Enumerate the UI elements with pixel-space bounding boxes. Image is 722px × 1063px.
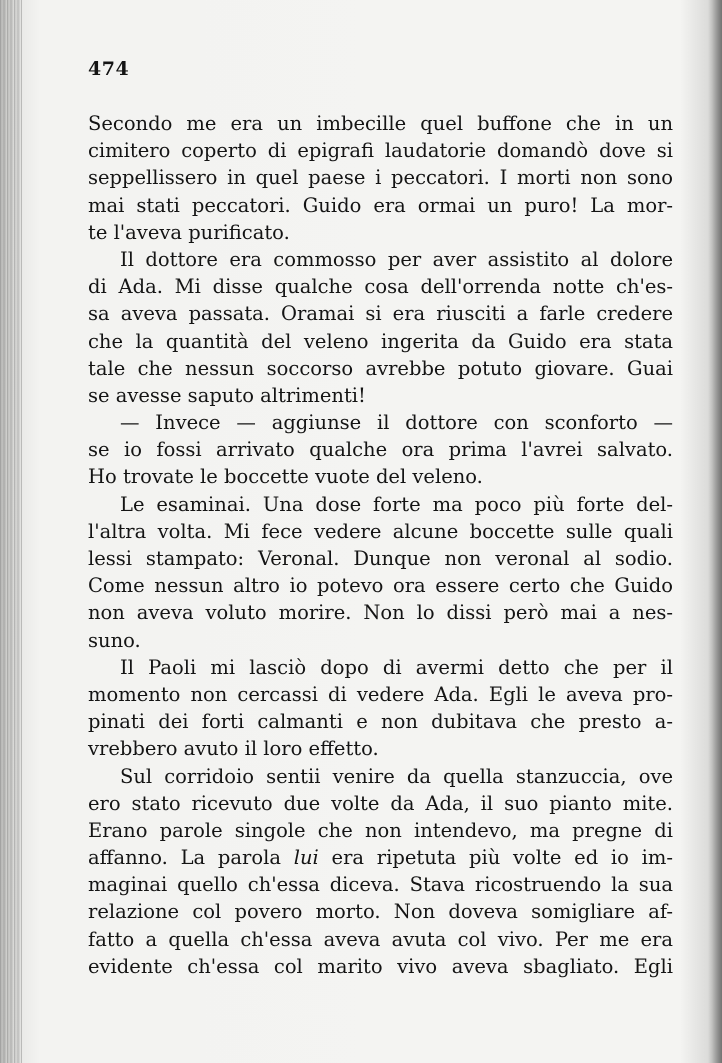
text-line: di Ada. Mi disse qualche cosa dell'orrenda notte ch'es- [88, 275, 673, 299]
body-text [88, 110, 673, 980]
text-line: Il dottore era commosso per aver assistito al dolore [120, 247, 673, 271]
text-line: relazione col povero morto. Non doveva somigliare af- [88, 900, 673, 924]
text-line: Il Paoli mi lasciò dopo di avermi detto che per il [120, 655, 673, 679]
emphasized-word: lui [293, 846, 319, 870]
page-number: 474 [88, 58, 130, 80]
text-line: vrebbero avuto il loro effetto. [88, 737, 379, 761]
text-line: maginai quello ch'essa diceva. Stava ricostruendo la sua [88, 873, 673, 897]
text-line: non aveva voluto morire. Non lo dissi però mai a nes- [88, 601, 673, 625]
text-line: fatto a quella ch'essa aveva avuta col vivo. Per me era [88, 927, 673, 951]
text-line: Sul corridoio sentii venire da quella stanzuccia, ove [120, 764, 673, 788]
text-line: Secondo me era un imbecille quel buffone che in un [88, 112, 673, 135]
text-line: l'altra volta. Mi fece vedere alcune boccette sulle quali [88, 519, 673, 543]
text-line: se avesse saputo altrimenti! [88, 383, 366, 407]
text-line: seppellissero in quel paese i peccatori. I morti non sono [88, 166, 673, 190]
text-line: ero stato ricevuto due volte da Ada, il suo pianto mite. [88, 791, 673, 815]
text-line: te l'aveva purificato. [88, 220, 290, 244]
text-line: sa aveva passata. Oramai si era riusciti a farle credere [88, 302, 673, 326]
text-line: cimitero coperto di epigrafi laudatorie domandò dove si [88, 139, 673, 163]
text-line: momento non cercassi di vedere Ada. Egli le aveva pro- [88, 682, 673, 706]
text-line: suno. [88, 628, 141, 652]
text-line: — Invece — aggiunse il dottore con sconforto — [120, 411, 673, 435]
text-line: tale che nessun soccorso avrebbe potuto giovare. Guai [88, 356, 673, 380]
text-line: pinati dei forti calmanti e non dubitava che presto a- [88, 710, 673, 734]
text-line: affanno. La parola lui era ripetuta più volte ed io im- [88, 846, 673, 870]
text-line: Come nessun altro io potevo ora essere certo che Guido [88, 574, 673, 598]
book-binding-shadow [0, 0, 22, 1063]
text-line: evidente ch'essa col marito vivo aveva sbagliato. Egli [88, 954, 673, 978]
text-line: che la quantità del veleno ingerita da Guido era stata [88, 329, 673, 353]
text-line: se io fossi arrivato qualche ora prima l'avrei salvato. [88, 438, 673, 462]
text-line: Le esaminai. Una dose forte ma poco più forte del- [120, 492, 673, 516]
text-line: Erano parole singole che non intendevo, ma pregne di [88, 818, 673, 842]
text-line: lessi stampato: Veronal. Dunque non veronal al sodio. [88, 547, 673, 570]
text-line: Ho trovate le boccette vuote del veleno. [88, 465, 483, 489]
page-edge-shadow [708, 0, 722, 1063]
text-line: mai stati peccatori. Guido era ormai un puro! La mor- [88, 193, 673, 217]
